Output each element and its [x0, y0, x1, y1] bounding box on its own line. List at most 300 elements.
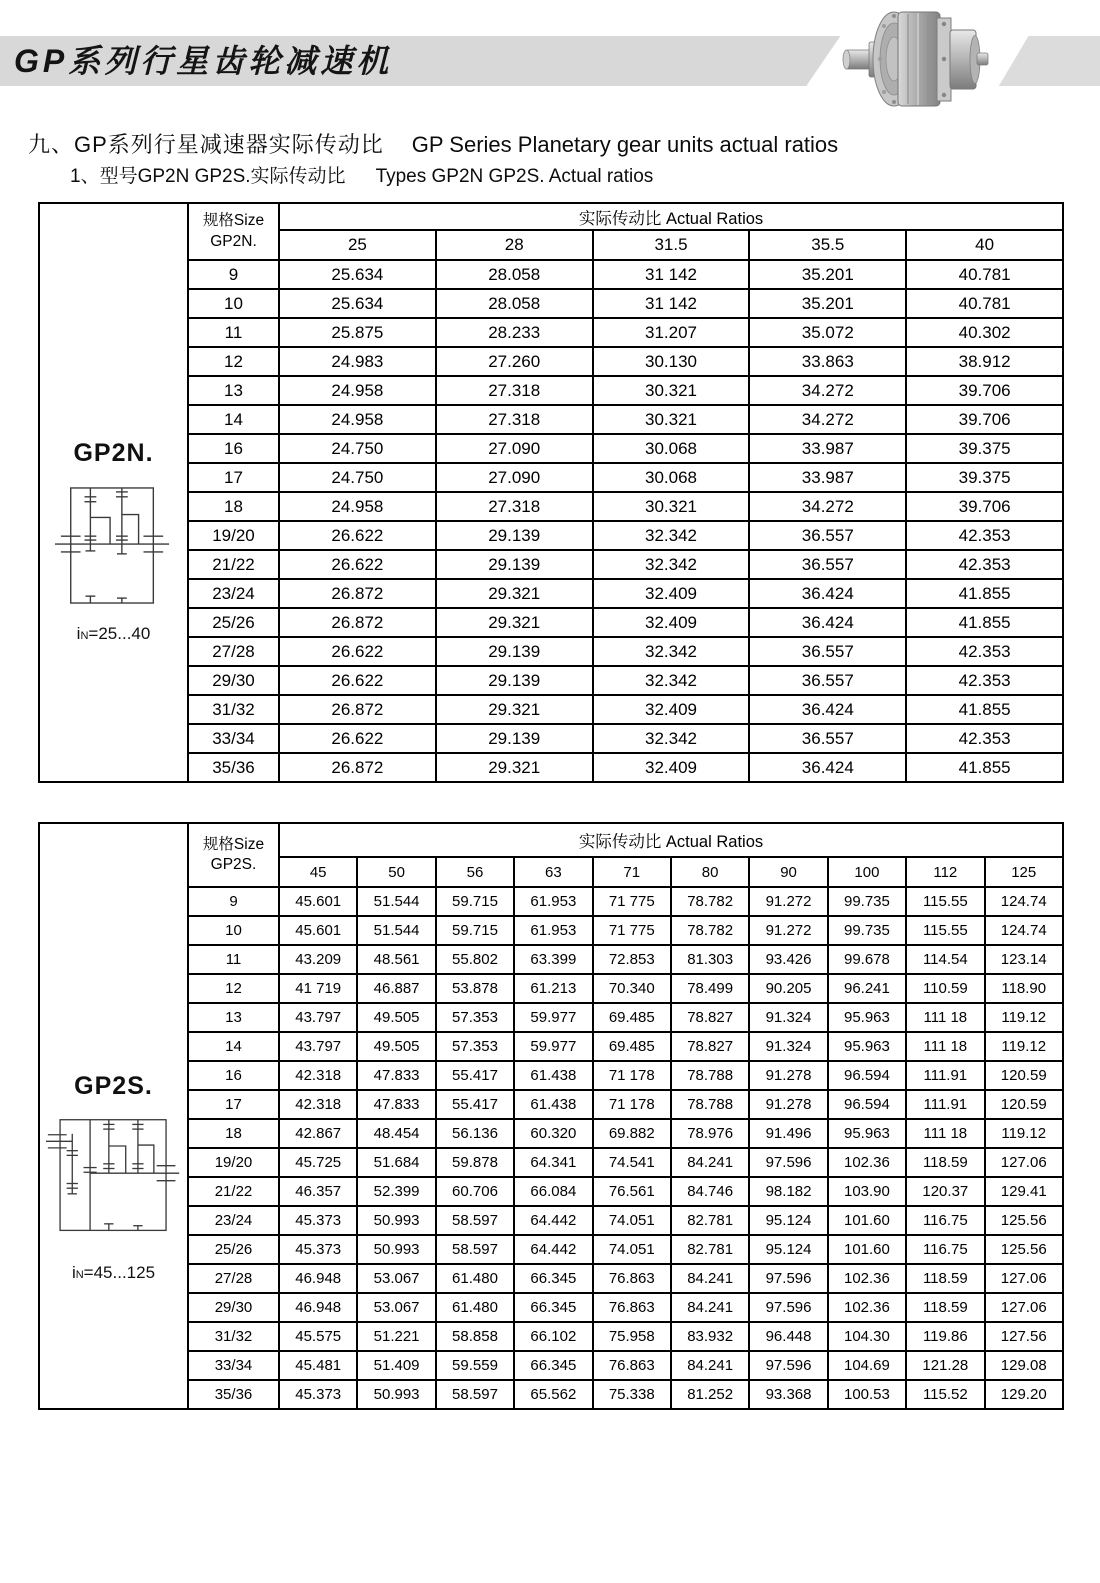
ratio-cell: 114.54 [906, 945, 984, 974]
table-row [39, 1206, 1063, 1235]
size-cell: 21/22 [188, 1177, 279, 1206]
ratio-cell: 45.481 [279, 1351, 357, 1380]
ratio-cell: 102.36 [828, 1148, 906, 1177]
ratio-cell: 64.341 [514, 1148, 592, 1177]
ratio-cell: 125.56 [985, 1235, 1063, 1264]
ratio-cell: 45.373 [279, 1380, 357, 1409]
ratio-cell: 101.60 [828, 1235, 906, 1264]
gp2s-model-label: GP2S. [74, 1071, 153, 1100]
gp2s-ratio-range: iN=45...125 [71, 1262, 156, 1282]
ratio-cell: 97.596 [749, 1148, 827, 1177]
ratio-cell: 45.575 [279, 1322, 357, 1351]
ratio-cell: 127.06 [985, 1293, 1063, 1322]
size-cell: 12 [188, 974, 279, 1003]
ratio-cell: 81.252 [671, 1380, 749, 1409]
gp2s-size-header [188, 823, 279, 887]
ratio-cell: 84.241 [671, 1293, 749, 1322]
ratio-cell: 26.622 [279, 724, 436, 753]
size-cell: 13 [188, 376, 279, 405]
ratio-column-header: 50 [357, 857, 435, 887]
section-heading-en: GP Series Planetary gear units actual ratios [411, 132, 839, 157]
ratio-column-header: 90 [749, 857, 827, 887]
ratio-cell: 111.91 [906, 1090, 984, 1119]
ratio-cell: 38.912 [906, 347, 1063, 376]
ratio-cell: 48.454 [357, 1119, 435, 1148]
ratio-cell: 59.878 [436, 1148, 514, 1177]
ratio-cell: 24.958 [279, 492, 436, 521]
table-row [39, 1032, 1063, 1061]
ratio-cell: 51.409 [357, 1351, 435, 1380]
ratio-cell: 119.12 [985, 1003, 1063, 1032]
ratio-cell: 35.072 [749, 318, 906, 347]
ratio-cell: 65.562 [514, 1380, 592, 1409]
ratio-cell: 95.124 [749, 1206, 827, 1235]
ratio-cell: 78.827 [671, 1003, 749, 1032]
ratio-cell: 27.090 [436, 434, 593, 463]
ratio-cell: 28.058 [436, 289, 593, 318]
ratio-cell: 26.622 [279, 666, 436, 695]
ratio-cell: 41.855 [906, 695, 1063, 724]
ratio-cell: 66.102 [514, 1322, 592, 1351]
ratio-cell: 42.318 [279, 1061, 357, 1090]
ratio-cell: 24.750 [279, 434, 436, 463]
ratio-cell: 72.853 [593, 945, 671, 974]
gp2s-kinematic-diagram [46, 1115, 182, 1237]
ratio-cell: 97.596 [749, 1293, 827, 1322]
ratio-column-header: 40 [906, 230, 1063, 260]
ratio-cell: 82.781 [671, 1206, 749, 1235]
ratio-cell: 55.417 [436, 1061, 514, 1090]
ratio-cell: 78.827 [671, 1032, 749, 1061]
ratio-cell: 26.872 [279, 695, 436, 724]
ratio-column-header: 45 [279, 857, 357, 887]
ratio-cell: 27.318 [436, 492, 593, 521]
ratio-cell: 84.746 [671, 1177, 749, 1206]
size-cell: 16 [188, 1061, 279, 1090]
ratio-cell: 84.241 [671, 1148, 749, 1177]
ratio-cell: 28.058 [436, 260, 593, 289]
ratio-cell: 60.320 [514, 1119, 592, 1148]
size-cell: 11 [188, 318, 279, 347]
ratio-cell: 61.438 [514, 1090, 592, 1119]
ratio-cell: 30.068 [593, 463, 750, 492]
ratio-cell: 47.833 [357, 1090, 435, 1119]
ratio-cell: 27.318 [436, 376, 593, 405]
ratio-cell: 34.272 [749, 405, 906, 434]
ratio-cell: 36.557 [749, 724, 906, 753]
table-row [39, 666, 1063, 695]
ratio-cell: 99.678 [828, 945, 906, 974]
ratio-cell: 32.342 [593, 550, 750, 579]
size-cell: 33/34 [188, 1351, 279, 1380]
ratio-cell: 74.051 [593, 1206, 671, 1235]
ratio-cell: 42.353 [906, 521, 1063, 550]
ratio-cell: 32.409 [593, 695, 750, 724]
ratio-cell: 66.345 [514, 1351, 592, 1380]
ratio-cell: 49.505 [357, 1032, 435, 1061]
ratio-cell: 95.963 [828, 1119, 906, 1148]
ratio-cell: 69.485 [593, 1003, 671, 1032]
size-header-line1: 规格Size [202, 835, 265, 853]
ratio-cell: 64.442 [514, 1206, 592, 1235]
ratio-cell: 59.715 [436, 887, 514, 916]
ratio-cell: 51.544 [357, 916, 435, 945]
ratio-cell: 74.051 [593, 1235, 671, 1264]
ratio-cell: 26.872 [279, 579, 436, 608]
ratio-cell: 91.324 [749, 1032, 827, 1061]
ratio-cell: 111 18 [906, 1032, 984, 1061]
ratio-cell: 125.56 [985, 1206, 1063, 1235]
ratio-cell: 76.561 [593, 1177, 671, 1206]
gp2s-label-cell [39, 823, 188, 1409]
ratio-cell: 91.272 [749, 887, 827, 916]
ratio-cell: 78.976 [671, 1119, 749, 1148]
ratio-cell: 26.622 [279, 637, 436, 666]
ratio-cell: 66.345 [514, 1264, 592, 1293]
size-cell: 19/20 [188, 1148, 279, 1177]
ratio-cell: 40.781 [906, 289, 1063, 318]
table-row [39, 753, 1063, 782]
sub-heading [70, 161, 653, 188]
ratio-cell: 75.958 [593, 1322, 671, 1351]
size-cell: 35/36 [188, 1380, 279, 1409]
ratio-cell: 116.75 [906, 1206, 984, 1235]
size-cell: 17 [188, 1090, 279, 1119]
ratio-cell: 129.08 [985, 1351, 1063, 1380]
ratio-cell: 40.781 [906, 260, 1063, 289]
ratio-cell: 91.272 [749, 916, 827, 945]
ratio-cell: 33.987 [749, 463, 906, 492]
ratio-cell: 91.278 [749, 1061, 827, 1090]
ratio-column-header: 25 [279, 230, 436, 260]
ratio-column-header: 31.5 [593, 230, 750, 260]
ratio-cell: 110.59 [906, 974, 984, 1003]
ratio-cell: 32.409 [593, 579, 750, 608]
ratio-column-header: 100 [828, 857, 906, 887]
ratio-cell: 111 18 [906, 1003, 984, 1032]
size-cell: 13 [188, 1003, 279, 1032]
ratio-cell: 119.12 [985, 1032, 1063, 1061]
size-cell: 10 [188, 289, 279, 318]
ratio-cell: 71 178 [593, 1090, 671, 1119]
ratio-cell: 59.559 [436, 1351, 514, 1380]
ratio-column-header: 112 [906, 857, 984, 887]
ratio-cell: 41.855 [906, 608, 1063, 637]
ratio-cell: 118.59 [906, 1148, 984, 1177]
table-row [39, 1148, 1063, 1177]
table-row [39, 289, 1063, 318]
ratio-cell: 34.272 [749, 492, 906, 521]
gp2n-ratios-header: 实际传动比 Actual Ratios [279, 203, 1063, 230]
table-row [39, 1003, 1063, 1032]
ratio-cell: 84.241 [671, 1351, 749, 1380]
table-row [39, 1090, 1063, 1119]
table-row [39, 376, 1063, 405]
ratio-column-header: 56 [436, 857, 514, 887]
ratio-cell: 45.601 [279, 887, 357, 916]
ratio-cell: 96.594 [828, 1090, 906, 1119]
ratio-cell: 51.684 [357, 1148, 435, 1177]
ratio-cell: 30.321 [593, 405, 750, 434]
ratio-cell: 59.977 [514, 1032, 592, 1061]
ratio-cell: 55.417 [436, 1090, 514, 1119]
ratio-cell: 41 719 [279, 974, 357, 1003]
ratio-cell: 29.321 [436, 753, 593, 782]
ratio-cell: 53.067 [357, 1293, 435, 1322]
table-row [39, 974, 1063, 1003]
ratio-cell: 57.353 [436, 1003, 514, 1032]
ratio-cell: 51.221 [357, 1322, 435, 1351]
ratio-cell: 50.993 [357, 1380, 435, 1409]
ratio-cell: 104.30 [828, 1322, 906, 1351]
ratio-cell: 31 142 [593, 289, 750, 318]
table-row [39, 1351, 1063, 1380]
ratio-cell: 115.55 [906, 916, 984, 945]
ratio-cell: 129.41 [985, 1177, 1063, 1206]
ratio-cell: 26.622 [279, 550, 436, 579]
ratio-cell: 66.345 [514, 1293, 592, 1322]
table-row [39, 463, 1063, 492]
section-heading-zh: 九、GP系列行星减速器实际传动比 [28, 132, 384, 157]
size-cell: 23/24 [188, 1206, 279, 1235]
ratio-cell: 30.321 [593, 492, 750, 521]
ratio-cell: 42.353 [906, 666, 1063, 695]
ratio-cell: 111 18 [906, 1119, 984, 1148]
ratio-cell: 58.597 [436, 1235, 514, 1264]
ratio-cell: 61.438 [514, 1061, 592, 1090]
ratio-cell: 32.342 [593, 521, 750, 550]
ratio-cell: 42.353 [906, 550, 1063, 579]
table-row [39, 1264, 1063, 1293]
ratio-cell: 35.201 [749, 289, 906, 318]
ratio-cell: 30.130 [593, 347, 750, 376]
ratio-cell: 34.272 [749, 376, 906, 405]
ratio-cell: 76.863 [593, 1351, 671, 1380]
ratio-cell: 39.706 [906, 405, 1063, 434]
gp2n-ratio-range: iN=25...40 [76, 624, 151, 643]
ratio-cell: 26.872 [279, 608, 436, 637]
sub-heading-zh: 1、型号GP2N GP2S.实际传动比 [70, 166, 346, 187]
ratio-cell: 84.241 [671, 1264, 749, 1293]
ratio-cell: 81.303 [671, 945, 749, 974]
ratio-cell: 29.139 [436, 666, 593, 695]
ratio-cell: 61.953 [514, 916, 592, 945]
section-heading [28, 128, 838, 159]
size-cell: 35/36 [188, 753, 279, 782]
ratio-cell: 45.601 [279, 916, 357, 945]
ratio-cell: 29.139 [436, 637, 593, 666]
ratio-cell: 61.480 [436, 1264, 514, 1293]
ratio-cell: 96.448 [749, 1322, 827, 1351]
size-cell: 29/30 [188, 1293, 279, 1322]
ratio-cell: 36.557 [749, 521, 906, 550]
ratio-cell: 74.541 [593, 1148, 671, 1177]
ratio-cell: 32.342 [593, 666, 750, 695]
ratio-column-header: 35.5 [749, 230, 906, 260]
size-cell: 18 [188, 492, 279, 521]
ratio-cell: 123.14 [985, 945, 1063, 974]
gp2s-ratios-table [38, 822, 1064, 1410]
gp2n-ratios-table [38, 202, 1064, 783]
ratio-cell: 31 142 [593, 260, 750, 289]
ratio-cell: 42.867 [279, 1119, 357, 1148]
ratio-cell: 39.706 [906, 376, 1063, 405]
ratio-cell: 40.302 [906, 318, 1063, 347]
table-row [39, 608, 1063, 637]
ratio-cell: 45.373 [279, 1235, 357, 1264]
size-cell: 12 [188, 347, 279, 376]
ratio-column-header: 63 [514, 857, 592, 887]
ratio-cell: 118.59 [906, 1293, 984, 1322]
table-row [39, 1293, 1063, 1322]
size-cell: 31/32 [188, 1322, 279, 1351]
ratio-cell: 76.863 [593, 1293, 671, 1322]
ratio-cell: 58.597 [436, 1380, 514, 1409]
ratio-cell: 55.802 [436, 945, 514, 974]
size-cell: 31/32 [188, 695, 279, 724]
size-cell: 11 [188, 945, 279, 974]
ratio-cell: 91.496 [749, 1119, 827, 1148]
ratio-cell: 75.338 [593, 1380, 671, 1409]
ratio-cell: 118.59 [906, 1264, 984, 1293]
table-row [39, 1235, 1063, 1264]
ratio-cell: 127.06 [985, 1264, 1063, 1293]
ratio-cell: 39.706 [906, 492, 1063, 521]
ratio-cell: 41.855 [906, 753, 1063, 782]
ratio-cell: 70.340 [593, 974, 671, 1003]
size-header-line2: GP2S. [210, 856, 257, 873]
gp2s-ratios-header: 实际传动比 Actual Ratios [279, 823, 1063, 857]
size-cell: 33/34 [188, 724, 279, 753]
ratio-cell: 83.932 [671, 1322, 749, 1351]
table-row [39, 492, 1063, 521]
size-cell: 29/30 [188, 666, 279, 695]
ratio-cell: 95.124 [749, 1235, 827, 1264]
ratio-cell: 69.485 [593, 1032, 671, 1061]
table-row [39, 724, 1063, 753]
ratio-cell: 91.278 [749, 1090, 827, 1119]
ratio-cell: 46.887 [357, 974, 435, 1003]
ratio-cell: 53.878 [436, 974, 514, 1003]
ratio-cell: 41.855 [906, 579, 1063, 608]
ratio-cell: 96.241 [828, 974, 906, 1003]
ratio-cell: 102.36 [828, 1264, 906, 1293]
table-row [39, 434, 1063, 463]
table-row [39, 916, 1063, 945]
ratio-cell: 36.424 [749, 579, 906, 608]
ratio-cell: 98.182 [749, 1177, 827, 1206]
ratio-cell: 45.725 [279, 1148, 357, 1177]
sub-heading-en: Types GP2N GP2S. Actual ratios [375, 166, 654, 187]
ratio-column-header: 71 [593, 857, 671, 887]
ratio-cell: 39.375 [906, 463, 1063, 492]
ratio-cell: 36.424 [749, 608, 906, 637]
table-row [39, 1322, 1063, 1351]
ratio-cell: 93.368 [749, 1380, 827, 1409]
ratio-cell: 97.596 [749, 1351, 827, 1380]
ratio-cell: 91.324 [749, 1003, 827, 1032]
ratio-cell: 120.59 [985, 1090, 1063, 1119]
ratio-cell: 61.480 [436, 1293, 514, 1322]
ratio-cell: 78.782 [671, 916, 749, 945]
ratio-cell: 42.353 [906, 637, 1063, 666]
ratio-cell: 36.557 [749, 637, 906, 666]
ratio-cell: 42.318 [279, 1090, 357, 1119]
table-row [39, 579, 1063, 608]
gp2n-model-label: GP2N. [73, 439, 154, 467]
ratio-cell: 25.875 [279, 318, 436, 347]
ratio-cell: 115.52 [906, 1380, 984, 1409]
size-header-line1: 规格Size [202, 212, 265, 230]
size-cell: 10 [188, 916, 279, 945]
size-cell: 16 [188, 434, 279, 463]
ratio-cell: 52.399 [357, 1177, 435, 1206]
ratio-cell: 36.557 [749, 550, 906, 579]
ratio-cell: 59.977 [514, 1003, 592, 1032]
ratio-cell: 33.863 [749, 347, 906, 376]
planetary-gearbox-photo [842, 6, 992, 112]
table-row [39, 1177, 1063, 1206]
ratio-cell: 46.948 [279, 1293, 357, 1322]
ratio-cell: 39.375 [906, 434, 1063, 463]
ratio-cell: 36.424 [749, 695, 906, 724]
ratio-cell: 118.90 [985, 974, 1063, 1003]
table-row [39, 1380, 1063, 1409]
size-cell: 21/22 [188, 550, 279, 579]
ratio-cell: 25.634 [279, 260, 436, 289]
size-cell: 25/26 [188, 1235, 279, 1264]
ratio-cell: 90.205 [749, 974, 827, 1003]
size-cell: 23/24 [188, 579, 279, 608]
size-cell: 25/26 [188, 608, 279, 637]
ratio-cell: 93.426 [749, 945, 827, 974]
ratio-cell: 127.06 [985, 1148, 1063, 1177]
ratio-cell: 29.139 [436, 724, 593, 753]
table-row [39, 1119, 1063, 1148]
ratio-cell: 66.084 [514, 1177, 592, 1206]
ratio-cell: 51.544 [357, 887, 435, 916]
ratio-cell: 24.750 [279, 463, 436, 492]
ratio-cell: 101.60 [828, 1206, 906, 1235]
ratio-cell: 102.36 [828, 1293, 906, 1322]
table-row [39, 521, 1063, 550]
table-row [39, 945, 1063, 974]
size-cell: 19/20 [188, 521, 279, 550]
ratio-cell: 60.706 [436, 1177, 514, 1206]
table-row [39, 405, 1063, 434]
ratio-cell: 97.596 [749, 1264, 827, 1293]
size-cell: 9 [188, 260, 279, 289]
ratio-cell: 33.987 [749, 434, 906, 463]
ratio-cell: 61.953 [514, 887, 592, 916]
ratio-cell: 71 775 [593, 916, 671, 945]
ratio-cell: 29.321 [436, 608, 593, 637]
ratio-cell: 25.634 [279, 289, 436, 318]
size-cell: 14 [188, 1032, 279, 1061]
size-cell: 17 [188, 463, 279, 492]
ratio-cell: 71 178 [593, 1061, 671, 1090]
size-header-line2: GP2N. [210, 232, 257, 250]
ratio-cell: 47.833 [357, 1061, 435, 1090]
ratio-cell: 119.12 [985, 1119, 1063, 1148]
ratio-column-header: 80 [671, 857, 749, 887]
ratio-cell: 45.373 [279, 1206, 357, 1235]
ratio-cell: 124.74 [985, 916, 1063, 945]
ratio-cell: 63.399 [514, 945, 592, 974]
ratio-cell: 43.797 [279, 1032, 357, 1061]
ratio-cell: 69.882 [593, 1119, 671, 1148]
table-row [39, 637, 1063, 666]
